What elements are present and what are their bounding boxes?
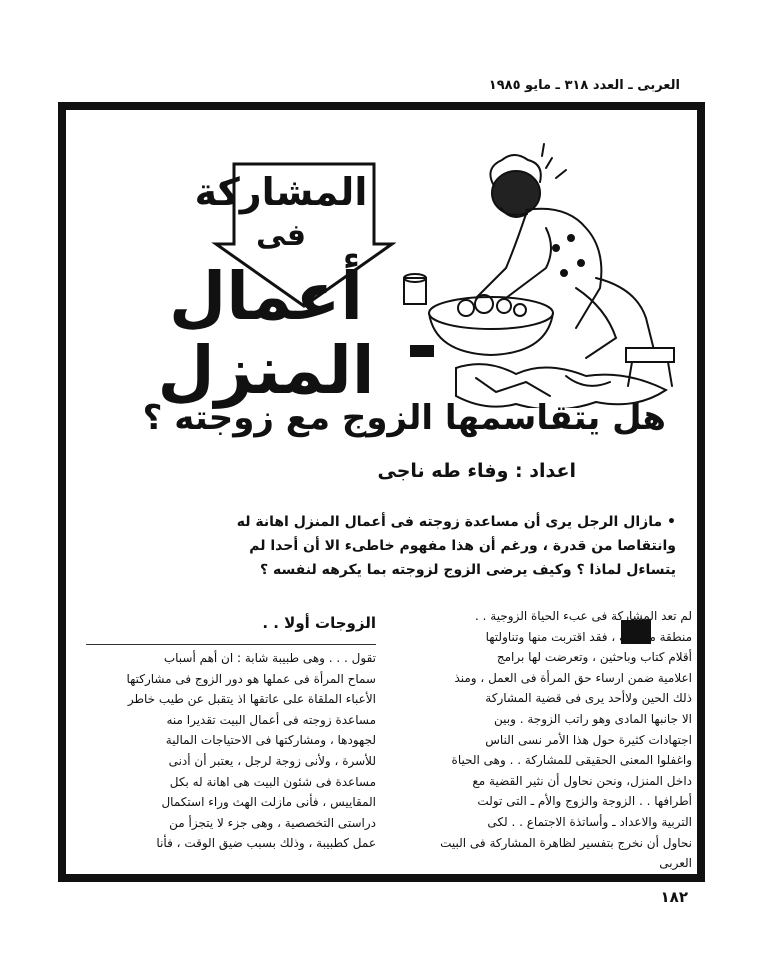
body-line: اجتهادات كثيرة حول هذا الأمر نسى الناس — [485, 732, 692, 747]
author-byline: اعداد : وفاء طه ناجى — [377, 460, 576, 482]
body-line: داخل المنزل، ونحن نحاول أن نثير القضية مع — [472, 773, 692, 788]
body-line: الأعباء الملقاة على عاتقها اذ يتقبل عن طيب خاطر — [127, 692, 376, 707]
body-line: للأسرة ، ولأنى زوجة لرجل ، يعتبر أن أدنى — [168, 753, 376, 768]
body-line: التربية والاعداد ـ وأساتذة الاجتماع . . لكى — [487, 814, 692, 829]
body-line: مساعدة فى شئون البيت هى اهانة له بكل — [169, 774, 376, 789]
article-headline: هل يتقاسمها الزوج مع زوجته ؟ — [142, 398, 666, 438]
body-line: أقلام كتاب وباحثين ، وتعرضت لها برامج — [496, 650, 692, 665]
arrow-word-in: فى — [256, 218, 306, 253]
body-line: منطقة ممنوعة ، فقد اقتربت منها وتناولتها — [485, 629, 692, 644]
body-line: نحاول أن نخرج بتفسير لظاهرة المشاركة فى البيت — [440, 835, 692, 850]
main-title-line-1: أعمال — [168, 258, 363, 335]
body-line: لم تعد المشاركة فى عبء الحياة الزوجية . . — [475, 609, 692, 623]
body-line: ذلك الحين ولاأحد يرى فى قضية المشاركة — [485, 691, 692, 706]
body-line: الا جانبها المادى وهو راتب الزوجة . وبين — [494, 711, 692, 726]
body-line: لجهودها ، ومشاركتها فى الاحتياجات المالية — [165, 733, 376, 748]
body-line: واغفلوا المعنى الحقيقى للمشاركة . . وهى الحياة — [451, 753, 692, 768]
issue-header: العربى ـ العدد ٣١٨ ـ مايو ١٩٨٥ — [488, 78, 680, 93]
body-line: أطرافها . . الزوجة والزوج والأم ـ التى تولت — [477, 794, 692, 809]
body-line: اعلامية ضمن ارساء حق المرأة فى العمل ، ومنذ — [454, 670, 692, 685]
section-heading-wives-first: الزوجات أولا . . — [262, 614, 376, 632]
article-frame — [58, 102, 705, 882]
section-divider — [86, 644, 376, 645]
main-title-line-2: المنزل — [157, 332, 375, 409]
body-line: مساعدة زوجته فى أعمال البيت تقديرا منه — [166, 712, 376, 727]
left-column-text — [86, 648, 376, 854]
body-line: العربى — [659, 856, 692, 871]
arrow-word-participation: المشاركة — [194, 170, 368, 214]
right-column-text — [402, 606, 692, 874]
body-line: عمل كطبيبة ، وذلك بسبب ضيق الوقت ، فأنا — [156, 836, 376, 851]
body-line: سماح المرأة فى عملها هو دور الزوج فى مشاركتها — [126, 671, 376, 686]
body-line: تقول . . . وهى طبيبة شابة : ان أهم أسباب — [163, 651, 376, 665]
main-title — [116, 260, 416, 408]
intro-line: يتساءل لماذا ؟ وكيف يرضى الزوج لزوجته بما يكرهه لنفسه ؟ — [259, 562, 676, 578]
intro-paragraph — [116, 510, 676, 582]
intro-line: وانتقاصا من قدرة ، ورغم أن هذا مفهوم خاطىء الا أن أحدا لم — [249, 538, 676, 554]
body-line: دراستى التخصصية ، وهى جزء لا يتجزأ من — [169, 815, 376, 830]
page-number: ١٨٢ — [660, 888, 688, 906]
man-washing-clothes-illustration — [396, 138, 696, 408]
intro-line: • مازال الرجل يرى أن مساعدة زوجته فى أعمال المنزل اهانة له — [236, 514, 676, 530]
body-line: المقاييس ، فأنى مازلت الهث وراء استكمال — [161, 795, 376, 810]
